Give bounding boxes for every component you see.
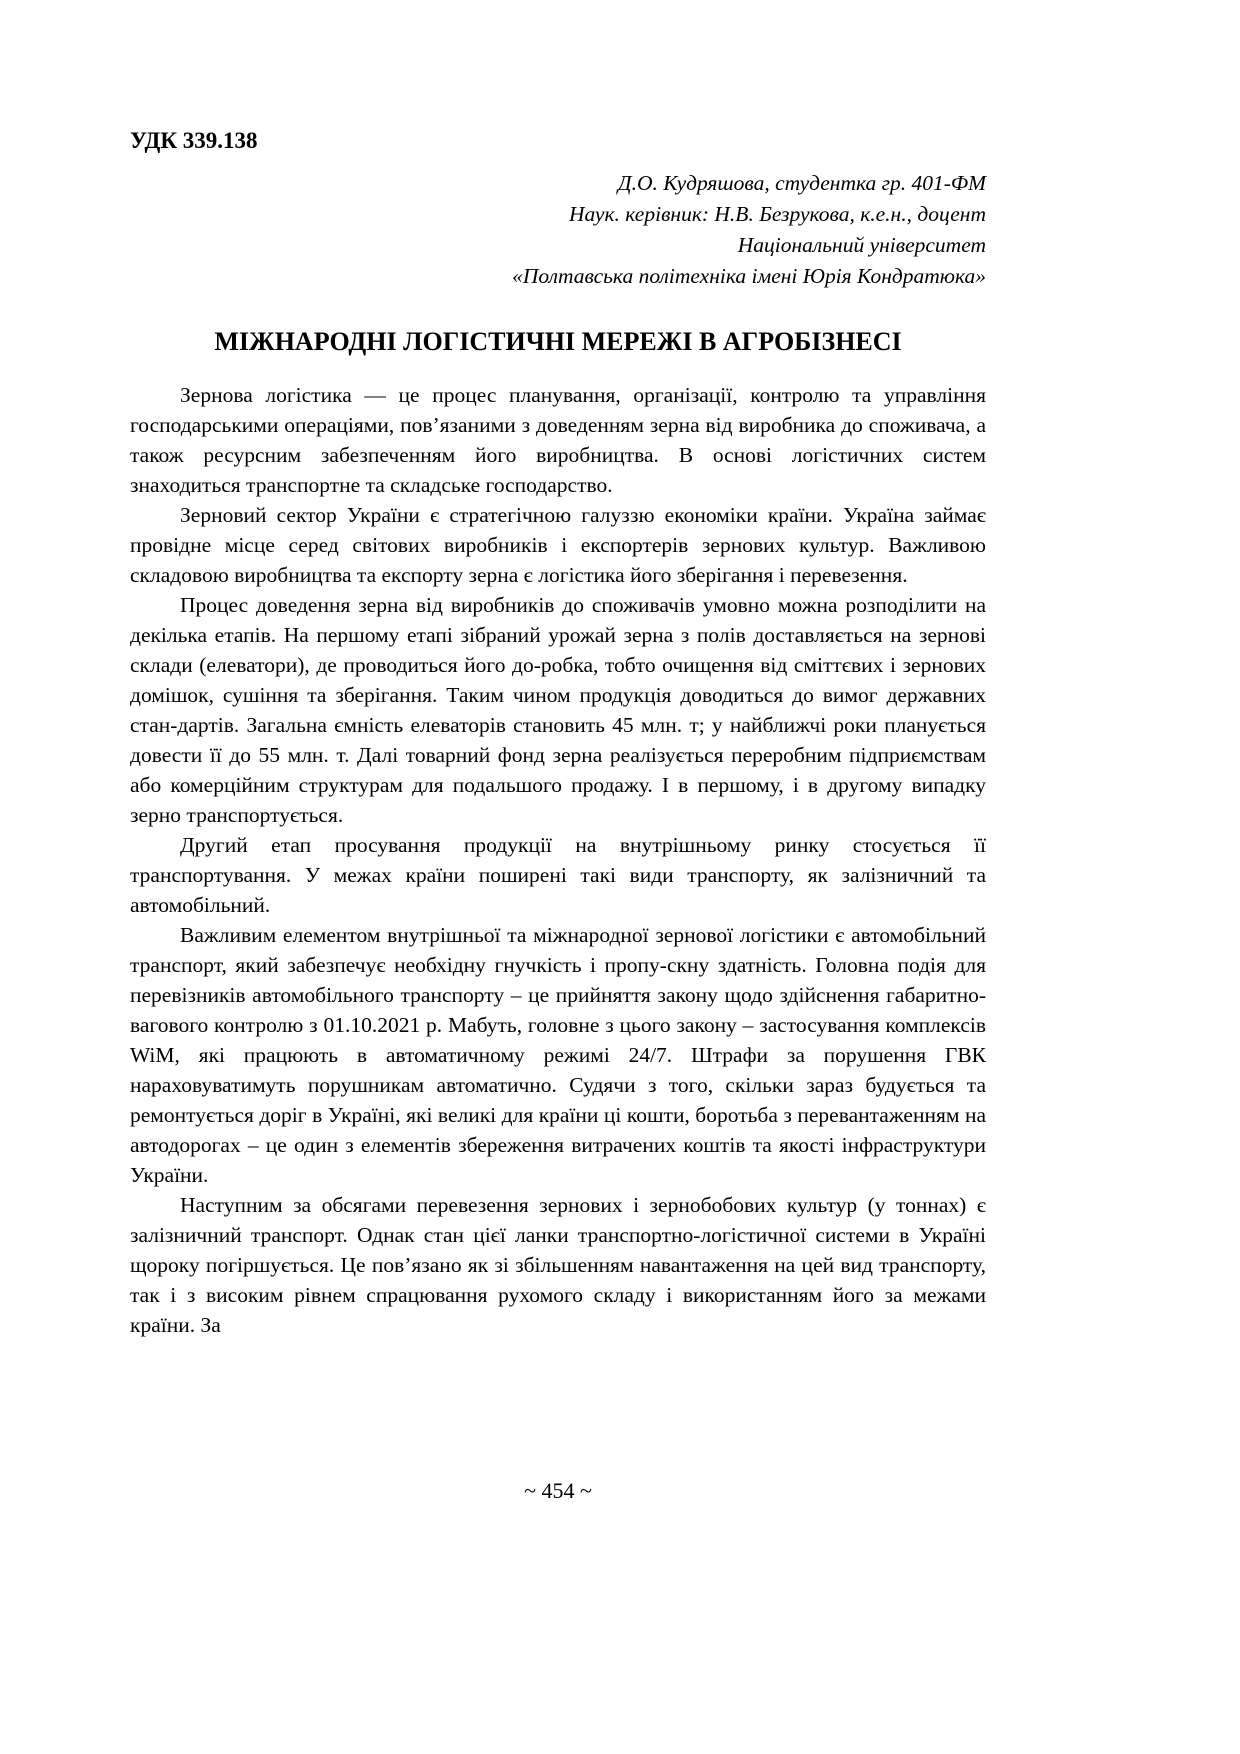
udc-code: УДК 339.138 [130, 128, 258, 153]
article-title: МІЖНАРОДНІ ЛОГІСТИЧНІ МЕРЕЖІ В АГРОБІЗНЕСІ [214, 327, 902, 356]
paragraph: Процес доведення зерна від виробників до споживачів умовно можна розподілити на декілька етапів. На першому етапі зібраний урожай зерна з полів доставляється на зернові склади (елеватори), де проводиться його до-робка, тобто очищення від сміттєвих і зернових домішок, сушіння та зберігання. Таким чином продукція доводиться до вимог державних стан-дартів. Загальна ємність елеваторів становить 45 млн. т; у найближчі роки планується довести її до 55 млн. т. Далі товарний фонд зерна реалізується переробним підприємствам або комерційним структурам для подальшого продажу. І в першому, і в другому випадку зерно транспортується. [130, 593, 986, 827]
paragraph: Зернова логістика — це процес планування, організації, контролю та управління господарськими операціями, пов’язаними з доведенням зерна від виробника до споживача, а також ресурсним забезпеченням його виробництва. В основі логістичних систем знаходиться транспортне та складське господарство. [130, 383, 986, 497]
article-body [130, 380, 986, 1340]
paragraph: Другий етап просування продукції на внутрішньому ринку стосується її транспортування. У межах країни поширені такі види транспорту, як залізничний та автомобільний. [130, 833, 986, 917]
page-content [130, 128, 986, 1340]
university-line: Національний університет [737, 233, 986, 257]
supervisor-line: Наук. керівник: Н.В. Безрукова, к.е.н., доцент [568, 202, 986, 226]
page-number: ~ 454 ~ [524, 1478, 592, 1503]
university-name-line: «Полтавська політехніка імені Юрія Кондратюка» [512, 264, 986, 288]
author-line: Д.О. Кудряшова, студентка гр. 401-ФМ [617, 171, 986, 195]
paragraph: Важливим елементом внутрішньої та міжнародної зернової логістики є автомобільний транспорт, який забезпечує необхідну гнучкість і пропу-скну здатність. Головна подія для перевізників автомобільного транспорту – це прийняття закону щодо здійснення габаритно-вагового контролю з 01.10.2021 р. Мабуть, головне з цього закону – застосування комплексів WiM, які працюють в автоматичному режимі 24/7. Штрафи за порушення ГВК нараховуватимуть порушникам автоматично. Судячи з того, скільки зараз будується та ремонтується доріг в Україні, які великі для країни ці кошти, боротьба з перевантаженням на автодорогах – це один з елементів збереження витрачених коштів та якості інфраструктури України. [130, 923, 986, 1187]
paragraph: Наступним за обсягами перевезення зернових і зернобобових культур (у тоннах) є залізничний транспорт. Однак стан цієї ланки транспортно-логістичної системи в Україні щороку погіршується. Це пов’язано як зі збільшенням навантаження на цей вид транспорту, так і з високим рівнем спрацювання рухомого складу і використанням його за межами країни. За [130, 1193, 986, 1337]
byline-block [130, 168, 986, 292]
paragraph: Зерновий сектор України є стратегічною галуззю економіки країни. Україна займає провідне місце серед світових виробників і експортерів зернових культур. Важливою складовою виробництва та експорту зерна є логістика його зберігання і перевезення. [130, 503, 986, 587]
